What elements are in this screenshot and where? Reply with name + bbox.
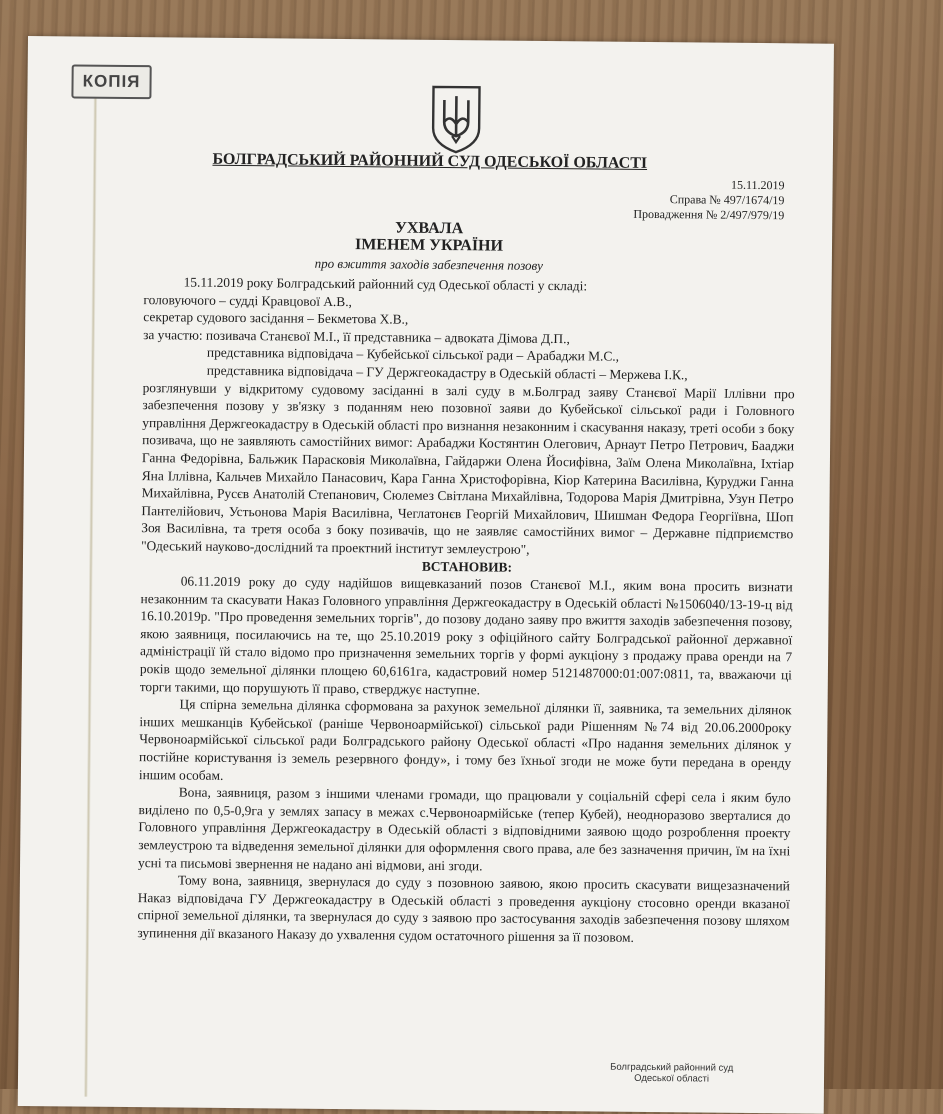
paragraph-2: Ця спірна земельна ділянка сформована за рахунок земельної ділянки її, заявника, та земельних ділянок інших мешканців Кубейської (раніше Червоноармійської) сільської ради Рішенням №74 від 20.06.2000року Червоноармійської сільської ради Болградського району Одеської області «Про надання земельних ділянок у постійне користування із земель резервного фонду», і тому без їхньої згоди не може бути передана в оренду іншим особам. xyxy=(138,696,792,783)
paragraph-3: Вона, заявниця, разом з іншими членами громади, що працювали у соціальній сфері села і яким було виділено по 0,5-0,9га у землях запасу в межах с.Червоноармійське (тепер Кубей), неодноразово зверталися до Головного управління Держгеокадастру в Одеській області з відповідними заявою щодо розроблення проекту землеустрою та відведення земельної ділянки для оформлення свого права, але без зазначення причин, їм на їхні усні та письмові звернення не надано ані відмови, ані згоди. xyxy=(138,784,791,873)
participation-line-1: за участю: позивача Станєвої М.І., її представника – адвоката Дімова Д.П., xyxy=(143,326,570,346)
document-page xyxy=(18,36,834,1114)
copy-stamp: КОПІЯ xyxy=(71,64,151,99)
case-number: Справа № 497/1674/19 xyxy=(669,192,785,208)
judge-line: головуючого – судді Кравцової А.В., xyxy=(143,291,353,309)
established-heading: ВСТАНОВИВ: xyxy=(421,558,513,575)
intro-line: 15.11.2019 року Болградський районний суд Одеської області у складі: xyxy=(183,274,588,294)
participation-line-3: представника відповідача – ГУ Держгеокадастру в Одеській області – Мержева І.К., xyxy=(206,362,688,383)
court-name: БОЛГРАДСЬКИЙ РАЙОННИЙ СУД ОДЕСЬКОЇ ОБЛАСТІ xyxy=(212,150,648,172)
ruling-body xyxy=(137,273,795,948)
footer-line-2: Одеської області xyxy=(634,1072,710,1085)
considered-paragraph: розглянувши у відкритому судовому засіданні в залі суду в м.Болград заяву Станєвої Марії Іллівни про забезпечення позову у зв'язку з поданням нею позовної заяви до Кубейської сільської ради і Головного управління Держгеокадастру в Одеській області про визнання незаконним і скасування наказу, треті особи з боку позивача, що не заявляють самостійних вимог: Арабаджи Костянтин Олегович, Арнаут Петро Петрович, Бааджи Ганна Федорівна, Бальжик Парасковія Миколаївна, Гайдаржи Олена Йосифівна, Заїм Олена Миколаївна, Іхтіар Яна Іллівна, Кальчев Михайло Панасович, Кара Ганна Христофорівна, Кіор Катерина Василівна, Куруджи Ганна Михайлівна, Русєв Анатолій Степанович, Сюлемез Світлана Михайлівна, Тодорова Марія Дмитрівна, Узун Петро Пантелійович, Устьонова Марія Василівна, Чеглатонєв Георгій Михайлович, Шишман Федора Георгіївна, Шоп Зоя Василівна, та третя особа з боку позивачів, що не заявляє самостійних вимог – Державне підприємство "Одеський науково-дослідний та проектний інститут землеустрою", xyxy=(141,379,795,557)
court-footer-stamp xyxy=(610,1062,733,1085)
document-subtitle: про вжиття заходів забезпечення позову xyxy=(314,255,544,273)
document-title-in-name: ІМЕНЕМ УКРАЇНИ xyxy=(354,236,504,255)
proceeding-number: Провадження № 2/497/979/19 xyxy=(633,206,785,223)
coat-of-arms-of-ukraine-icon xyxy=(429,84,484,155)
document-date: 15.11.2019 xyxy=(730,177,785,193)
document-title: УХВАЛА xyxy=(395,219,464,238)
participation-line-2: представника відповідача – Кубейської сільської ради – Арабаджи М.С., xyxy=(206,345,620,365)
footer-line-1: Болградський районний суд xyxy=(610,1061,734,1074)
paragraph-1: 06.11.2019 року до суду надійшов вищевказаний позов Станєвої М.І., яким вона просить визнати незаконним та скасувати Наказ Головного управління Держгеокадастру в Одеській області №1506040/13-19-ц від 16.10.2019р. "Про проведення земельних торгів", до позову додано заяву про вжиття заходів забезпечення позову, якою заявниця, посилаючись на те, що 25.10.2019 року з офіційного сайту Болградської районної державної адміністрації їй стало відомо про призначення земельних торгів у формі аукціону з продажу права оренди на 7 років щодо земельної ділянки площею 60,6161га, кадастровий номер 5121487000:01:007:0811, та, вважаючи ці торги такими, що порушують її право, стверджує наступне. xyxy=(139,573,793,698)
paragraph-4: Тому вона, заявниця, звернулася до суду з позовною заявою, якою просить скасувати вищезазначений Наказ відповідача ГУ Держгеокадастру в Одеській області з проведення аукціону стосовно оренди вказаної спірної земельної ділянки, та звернулася до суду з заявою про застосування заходів забезпечення позову шляхом зупинення дії вказаного Наказу до ухвалення судом остаточного рішення за її позовом. xyxy=(137,872,790,945)
secretary-line: секретар судового засідання – Бекметова Х.В., xyxy=(143,309,409,327)
